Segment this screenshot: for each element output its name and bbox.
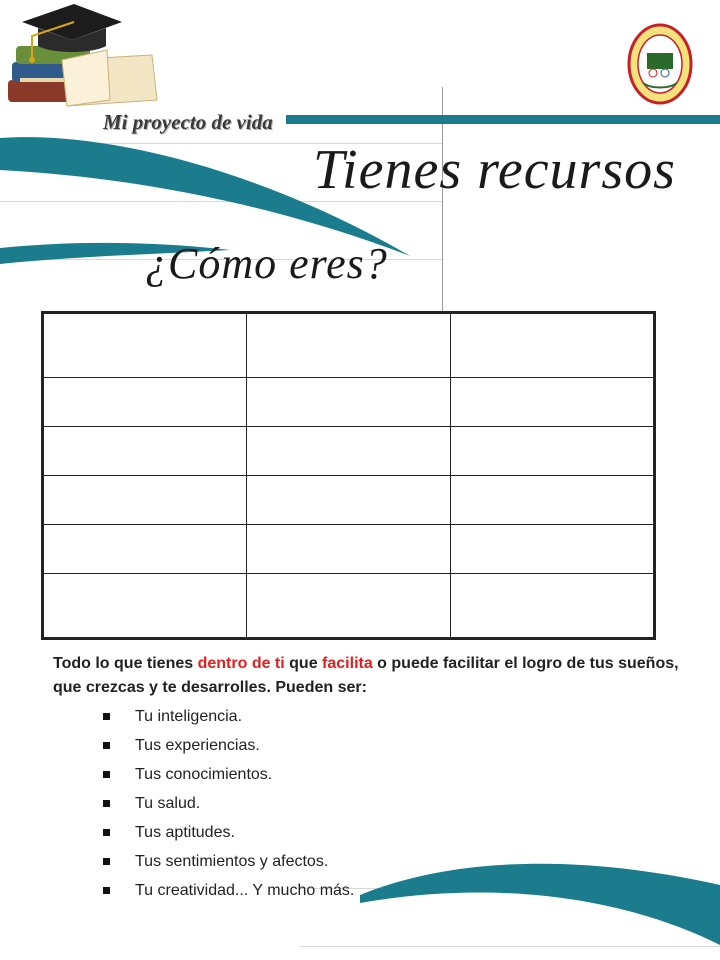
list-item: Tus sentimientos y afectos. [103,847,354,876]
table-cell[interactable] [43,427,247,476]
table-cell[interactable] [451,427,655,476]
table-cell[interactable] [451,524,655,573]
bullet-icon [103,800,110,807]
table-row [43,427,655,476]
table-cell[interactable] [247,313,451,378]
graduation-cap-books-icon [2,0,162,110]
page-title: Tienes recursos [313,139,676,201]
teal-swoosh-bottom [360,855,720,960]
bullet-icon [103,829,110,836]
list-item: Tus experiencias. [103,731,354,760]
table-cell[interactable] [43,524,247,573]
list-item: Tus aptitudes. [103,818,354,847]
highlight-dentro-de-ti: dentro de ti [197,655,285,672]
list-item: Tu creatividad... Y mucho más. [103,876,354,905]
table-cell[interactable] [247,524,451,573]
table-cell[interactable] [43,313,247,378]
bullet-icon [103,887,110,894]
list-item: Tus conocimientos. [103,760,354,789]
resource-list [103,702,354,905]
project-subtitle: Mi proyecto de vida [103,110,273,134]
table-cell[interactable] [247,427,451,476]
table-cell[interactable] [451,313,655,378]
table-cell[interactable] [451,573,655,638]
table-cell[interactable] [247,573,451,638]
bullet-icon [103,742,110,749]
bullet-icon [103,713,110,720]
description-text: Todo lo que tienes dentro de ti que facilita o puede facilitar el logro de tus sueños, que crezcas y te desarrolles. Pueden ser: [53,655,679,696]
table-row [43,313,655,378]
table-row [43,573,655,638]
table-cell[interactable] [451,378,655,427]
bullet-icon [103,771,110,778]
list-item: Tu inteligencia. [103,702,354,731]
table-row [43,475,655,524]
table-cell[interactable] [247,378,451,427]
table-row [43,524,655,573]
table-row [43,378,655,427]
table-cell[interactable] [43,378,247,427]
bullet-icon [103,858,110,865]
highlight-facilita: facilita [322,655,373,672]
table-cell[interactable] [247,475,451,524]
teal-accent-bar [286,115,720,124]
table-cell[interactable] [43,475,247,524]
school-seal-icon [627,23,693,105]
question-heading: ¿Cómo eres? [145,239,388,288]
worksheet-table [41,311,656,640]
list-item: Tu salud. [103,789,354,818]
table-cell[interactable] [451,475,655,524]
table-cell[interactable] [43,573,247,638]
